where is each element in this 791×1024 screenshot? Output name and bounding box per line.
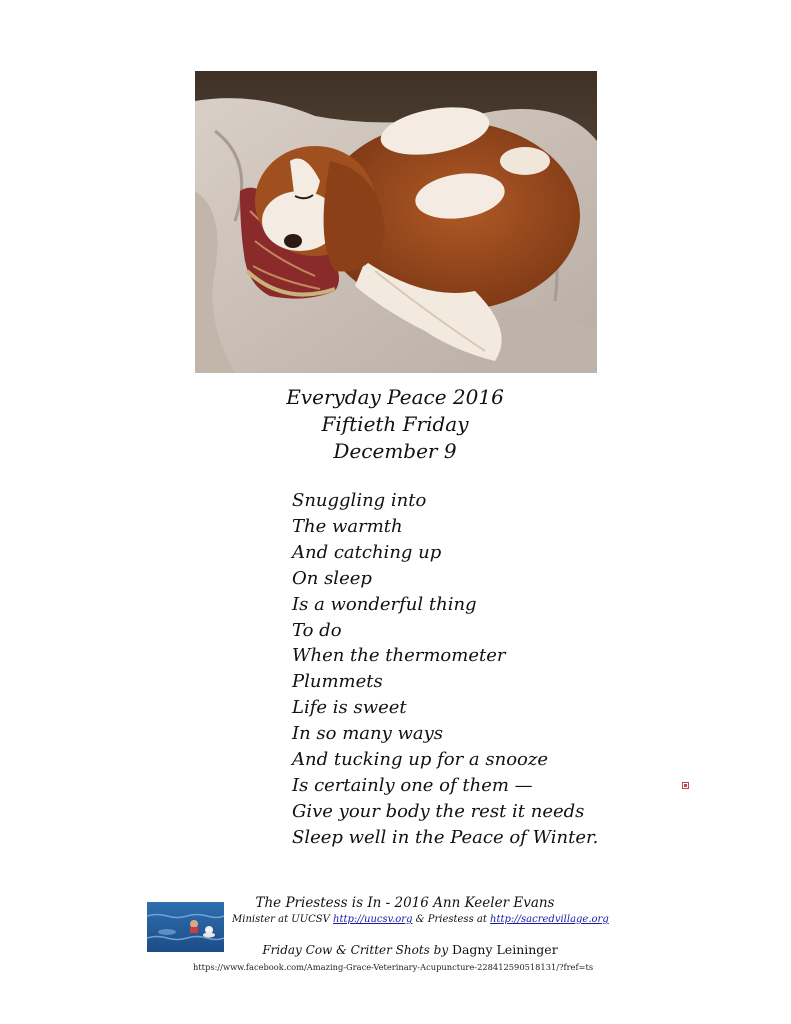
title-line-2: Fiftieth Friday [321, 412, 469, 436]
photographer-name: Dagny Leininger [451, 942, 558, 957]
dog-sleeping-photo [195, 71, 597, 373]
footer-credit: The Priestess is In - 2016 Ann Keeler Evans [255, 895, 555, 911]
poem-line: Snuggling into [292, 490, 427, 511]
poem-line: In so many ways [292, 723, 444, 745]
sacredvillage-link[interactable]: http://sacredvillage.org [490, 914, 609, 925]
title-line-3: December 9 [333, 439, 457, 463]
poem-line: The warmth [292, 515, 403, 537]
footer-minister-text: Minister at UUCSV [232, 914, 334, 925]
uucsv-link[interactable]: http://uucsv.org [333, 914, 413, 925]
footer-priestess-text: & Priestess at [412, 914, 491, 925]
poem [292, 488, 598, 851]
facebook-url: https://www.facebook.com/Amazing-Grace-Veterinary-Acupuncture-228412590518131/?fref=ts [193, 962, 594, 972]
photo-credit-prefix: Friday Cow & Critter Shots by [262, 943, 452, 957]
annotation-marker-icon[interactable] [682, 782, 689, 789]
poem-line: And catching up [292, 541, 442, 563]
poem-line: Life is sweet [292, 697, 407, 719]
footer-links-line [232, 914, 622, 925]
poem-line: On sleep [292, 567, 372, 589]
poem-line: Is a wonderful thing [292, 593, 477, 615]
poem-line: Plummets [292, 671, 383, 693]
poem-line: And tucking up for a snooze [292, 749, 548, 771]
title-line-1: Everyday Peace 2016 [286, 385, 504, 409]
poem-line: Sleep well in the Peace of Winter. [292, 826, 599, 848]
poem-line: Give your body the rest it needs [292, 800, 585, 822]
photo-credit [230, 942, 590, 957]
poem-line: Is certainly one of them — [292, 774, 533, 796]
poem-line: To do [292, 619, 342, 641]
swimmers-photo [147, 902, 224, 952]
page-title [250, 384, 540, 465]
poem-line: When the thermometer [292, 645, 506, 667]
